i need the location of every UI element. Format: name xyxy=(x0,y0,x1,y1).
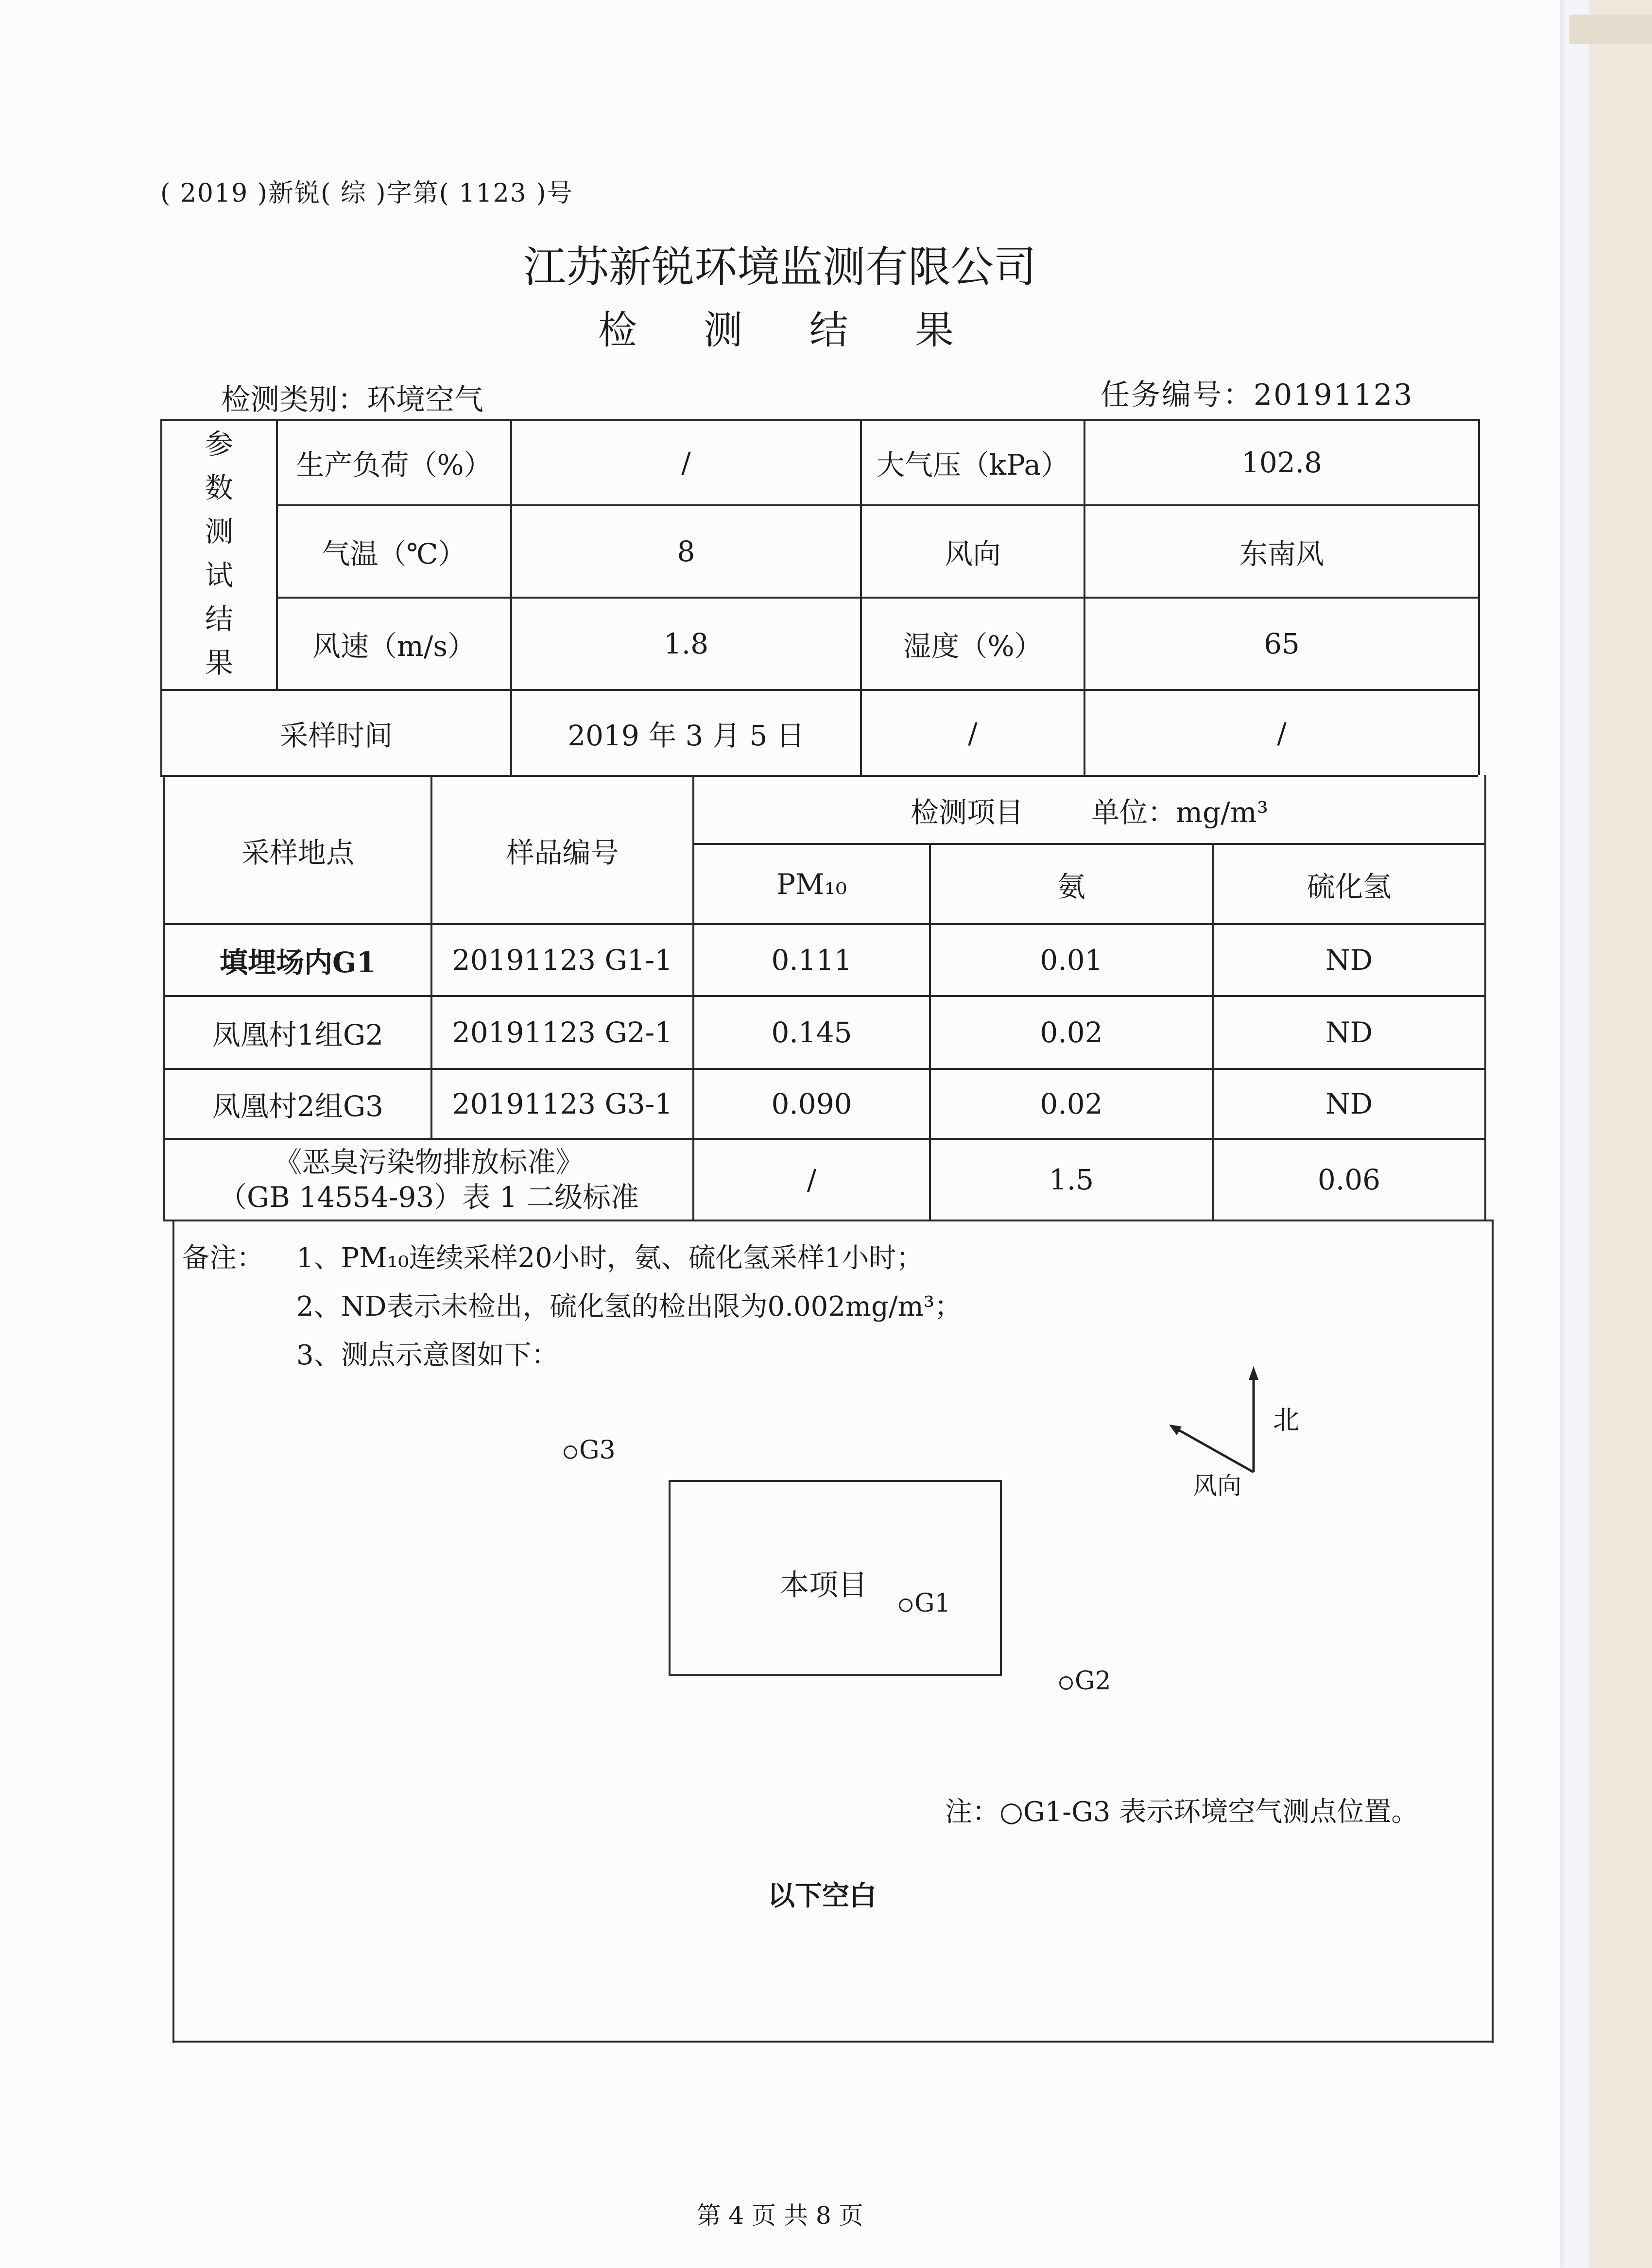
column-header-h2s: 硫化氢 xyxy=(1307,870,1392,903)
site-name: 填埋场内G1 xyxy=(220,946,376,979)
test-category: 检测类别：环境空气 xyxy=(221,383,483,417)
project-label: 本项目 xyxy=(780,1568,867,1602)
task-number: 任务编号：20191123 xyxy=(1101,378,1414,412)
param-value: / xyxy=(681,446,691,479)
circle-marker-icon xyxy=(1059,1676,1073,1690)
background-paper-edge xyxy=(1589,0,1652,2268)
note-1: 1、PM₁₀连续采样20小时，氨、硫化氢采样1小时； xyxy=(296,1242,924,1274)
items-label: 检测项目 xyxy=(911,796,1024,829)
legend-note: 注：○G1-G3 表示环境空气测点位置。 xyxy=(945,1796,1419,1828)
param-key: 气温（℃） xyxy=(322,537,466,570)
param-value: 东南风 xyxy=(1239,537,1324,570)
site-marker-g2: G2 xyxy=(1059,1667,1111,1696)
page-footer: 第 4 页 共 8 页 xyxy=(696,2201,863,2230)
site-marker-g3: G3 xyxy=(564,1436,616,1465)
wind-direction-label: 风向 xyxy=(1193,1472,1241,1500)
pm10-value: 0.145 xyxy=(771,1016,852,1049)
report-title: 检 测 结 果 xyxy=(598,308,981,353)
ammonia-value: 0.02 xyxy=(1040,1087,1103,1120)
param-key: 湿度（%） xyxy=(903,630,1043,663)
ammonia-value: 0.02 xyxy=(1040,1016,1103,1049)
sampling-time-label: 采样时间 xyxy=(279,719,393,752)
column-header-sample: 样品编号 xyxy=(506,836,619,869)
param-key: 风速（m/s） xyxy=(312,630,476,663)
standard-ammonia: 1.5 xyxy=(1049,1163,1094,1196)
param-key: 生产负荷（%） xyxy=(296,448,492,481)
circle-marker-icon xyxy=(564,1445,577,1459)
sampling-empty-cell: / xyxy=(1277,716,1287,750)
h2s-value: ND xyxy=(1325,1016,1373,1049)
site-name: 凤凰村1组G2 xyxy=(212,1018,384,1051)
notes-label: 备注： xyxy=(182,1242,264,1274)
param-value: 8 xyxy=(677,535,695,568)
param-key: 大气压（kPa） xyxy=(876,448,1069,481)
company-name: 江苏新锐环境监测有限公司 xyxy=(523,242,1036,292)
standard-pm10: / xyxy=(807,1163,817,1196)
sample-id: 20191123 G2-1 xyxy=(452,1016,673,1049)
param-value: 65 xyxy=(1264,627,1300,660)
standard-line-2: （GB 14554-93）表 1 二级标准 xyxy=(218,1181,639,1214)
column-header-ammonia: 氨 xyxy=(1057,870,1085,903)
sampling-empty-cell: / xyxy=(968,716,978,750)
standard-name xyxy=(165,1140,692,1220)
sampling-date: 2019 年 3 月 5 日 xyxy=(568,719,805,752)
h2s-value: ND xyxy=(1325,944,1373,977)
column-header-pm10: PM₁₀ xyxy=(776,867,847,901)
note-2: 2、ND表示未检出，硫化氢的检出限为0.002mg/m³； xyxy=(296,1291,962,1323)
note-3: 3、测点示意图如下： xyxy=(296,1340,559,1371)
column-header-site: 采样地点 xyxy=(241,836,354,869)
pm10-value: 0.090 xyxy=(771,1087,852,1120)
site-marker-g1: G1 xyxy=(899,1589,951,1618)
blank-below-note: 以下空白 xyxy=(768,1880,877,1912)
site-name: 凤凰村2组G3 xyxy=(212,1090,384,1123)
ammonia-value: 0.01 xyxy=(1040,944,1103,977)
north-label: 北 xyxy=(1273,1405,1299,1435)
param-value: 102.8 xyxy=(1241,446,1323,479)
pm10-value: 0.111 xyxy=(771,944,852,977)
unit-label: 单位：mg/m³ xyxy=(1091,796,1268,829)
param-value: 1.8 xyxy=(663,627,709,660)
column-header-items xyxy=(694,777,1484,843)
sample-id: 20191123 G3-1 xyxy=(452,1087,673,1120)
document-number: ( 2019 )新锐( 综 )字第( 1123 )号 xyxy=(160,179,573,208)
background-paper-corner xyxy=(1569,15,1652,44)
params-group-label: 参数测试结果 xyxy=(205,428,233,679)
sample-id: 20191123 G1-1 xyxy=(452,944,673,977)
standard-h2s: 0.06 xyxy=(1317,1163,1381,1196)
circle-marker-icon xyxy=(899,1598,912,1612)
param-key: 风向 xyxy=(944,537,1001,570)
h2s-value: ND xyxy=(1325,1087,1373,1120)
standard-line-1: 《恶臭污染物排放标准》 xyxy=(274,1145,584,1179)
